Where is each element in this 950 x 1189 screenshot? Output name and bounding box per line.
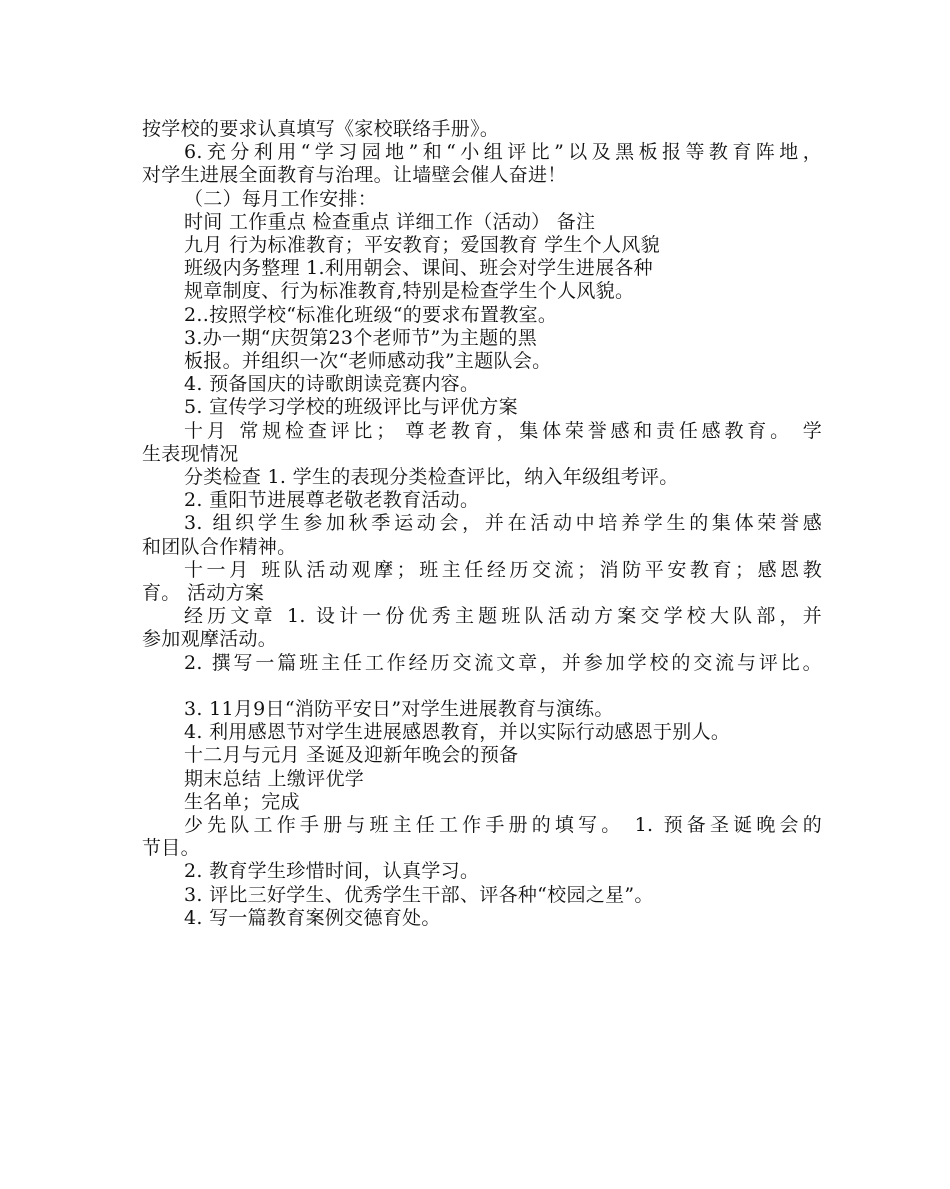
text-line: 十一月 班队活动观摩；班主任经历交流；消防平安教育；感恩教 [184,558,822,581]
text-line: 3. 11月9日“消防平安日”对学生进展教育与演练。 [184,698,614,721]
text-line: 班级内务整理 1.利用朝会、课间、班会对学生进展各种 [184,257,653,280]
text-line: 3. 评比三好学生、优秀学生干部、评各种“校园之星”。 [184,883,654,906]
text-line: 育。 活动方案 [142,582,265,605]
text-line: 2..按照学校“标准化班级“的要求布置教室。 [184,303,558,326]
text-line: 节目。 [142,837,200,860]
document-body [142,118,822,930]
text-line: 3.办一期“庆贺第23个老师节”为主题的黑 [184,326,538,349]
text-line: 4. 写一篇教育案例交德育处。 [184,906,441,929]
text-line: 规章制度、行为标准教育,特别是检查学生个人风貌。 [184,280,635,303]
text-line: 十二月与元月 圣诞及迎新年晚会的预备 [184,744,519,767]
text-line: 2. 教育学生珍惜时间，认真学习。 [184,860,480,883]
text-line: 生表现情况 [142,442,239,465]
text-line: 九月 行为标准教育；平安教育；爱国教育 学生个人风貌 [184,234,660,257]
text-line: 对学生进展全面教育与治理。让墙壁会催人奋进！ [142,164,567,187]
text-line: 分类检查 1. 学生的表现分类检查评比，纳入年级组考评。 [184,466,679,489]
text-line: 4. 预备国庆的诗歌朗读竞赛内容。 [184,373,480,396]
text-line: 3. 组织学生参加秋季运动会，并在活动中培养学生的集体荣誉感 [184,512,822,535]
text-line: 生名单；完成 [184,790,300,813]
blank-line [142,675,822,698]
text-line: 时间 工作重点 检查重点 详细工作（活动） 备注 [184,210,596,233]
text-line: （二）每月工作安排： [184,187,378,210]
text-line: 6.充分利用“学习园地”和“小组评比”以及黑板报等教育阵地， [184,141,822,164]
text-line: 2. 重阳节进展尊老敬老教育活动。 [184,489,480,512]
text-line: 4. 利用感恩节对学生进展感恩教育，并以实际行动感恩于别人。 [184,721,731,744]
text-line: 板报。并组织一次“老师感动我”主题队会。 [184,350,552,373]
text-line: 期末总结 上缴评优学 [184,767,365,790]
text-line: 5. 宣传学习学校的班级评比与评优方案 [184,396,518,419]
text-line: 十月 常规检查评比； 尊老教育，集体荣誉感和责任感教育。 学 [184,419,822,442]
text-line: 2. 撰写一篇班主任工作经历交流文章，并参加学校的交流与评比。 [184,651,822,674]
text-line: 和团队合作精神。 [142,535,297,558]
text-line: 少先队工作手册与班主任工作手册的填写。 1. 预备圣诞晚会的 [184,814,822,837]
text-line: 参加观摩活动。 [142,628,278,651]
text-line: 按学校的要求认真填写《家校联络手册》。 [142,118,500,140]
text-line: 经历文章 1. 设计一份优秀主题班队活动方案交学校大队部，并 [184,605,822,628]
